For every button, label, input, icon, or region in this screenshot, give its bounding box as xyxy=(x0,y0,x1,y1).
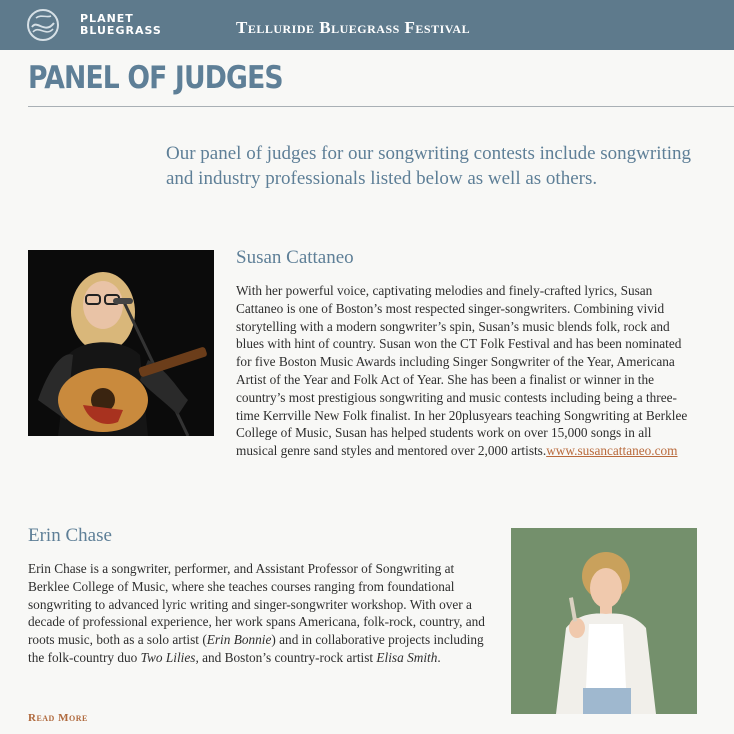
bio-text: With her powerful voice, captivating melodies and finely-crafted lyrics, Susan Cattaneo is one of Boston’s most respected singer-songwriters. Combining vivid storytelling with a modern songwriter’s spin, Susan’s music blends folk, rock and blues with hint of country. Susan won the CT Folk Festival and has been nominated for five Boston Music Awards including Singer Songwriter of the Year, Americana Artist of the Year and Folk Act of Year. She has been a finalist or winner in the country’s most prestigious songwriting and music contests including being a three-time Kerrville New Folk finalist. In her 20plusyears teaching Songwriting at Berklee College of Music, Susan has helped students work on over 15,000 songs in all musical genre sand styles and mentored over 2,000 artists. xyxy=(236,283,688,459)
site-header xyxy=(0,0,734,50)
brand-name[interactable] xyxy=(80,13,162,37)
bio-italic-two-lilies: Two Lilies, xyxy=(140,649,199,665)
judge-bio-erin-chase xyxy=(28,560,490,667)
erin-chase-photo xyxy=(511,528,697,714)
bio-italic-erin-bonnie: Erin Bonnie xyxy=(206,632,272,648)
brand-line-2: BLUEGRASS xyxy=(80,24,162,37)
susan-cattaneo-website-link[interactable]: www.susancattaneo.com xyxy=(546,443,678,459)
planet-bluegrass-logo-icon[interactable] xyxy=(27,9,59,41)
festival-title[interactable]: Telluride Bluegrass Festival xyxy=(236,18,471,37)
page-title: PANEL OF JUDGES xyxy=(28,60,283,96)
title-divider xyxy=(28,106,734,107)
read-more-link[interactable]: Read More xyxy=(28,712,88,724)
intro-text: Our panel of judges for our songwriting contests include songwriting and industry professionals listed below as well as others. xyxy=(166,143,692,189)
bio-text-1: Erin Chase is a songwriter, performer, and Assistant Professor of Songwriting at Berklee College of Music, where she teaches courses ranging from foundational songwriting to advanced lyric writing and singer-songwriter workshop. With over a decade of professional experience, her work spans Americana, folk-rock, country, and roots music, both as a solo artist ( xyxy=(28,561,485,648)
judge-name-susan-cattaneo: Susan Cattaneo xyxy=(236,247,354,268)
bio-text-2: ) and in collaborative projects including the folk-country duo xyxy=(28,632,484,665)
bio-text-3: and Boston’s country-rock artist xyxy=(198,649,377,665)
bio-text-4: . xyxy=(437,649,441,665)
judge-name-erin-chase: Erin Chase xyxy=(28,525,112,546)
bio-italic-elisa-smith: Elisa Smith xyxy=(376,649,438,665)
judge-bio-susan-cattaneo xyxy=(236,282,691,460)
susan-cattaneo-photo xyxy=(28,250,214,436)
brand-line-1: PLANET xyxy=(80,12,134,25)
